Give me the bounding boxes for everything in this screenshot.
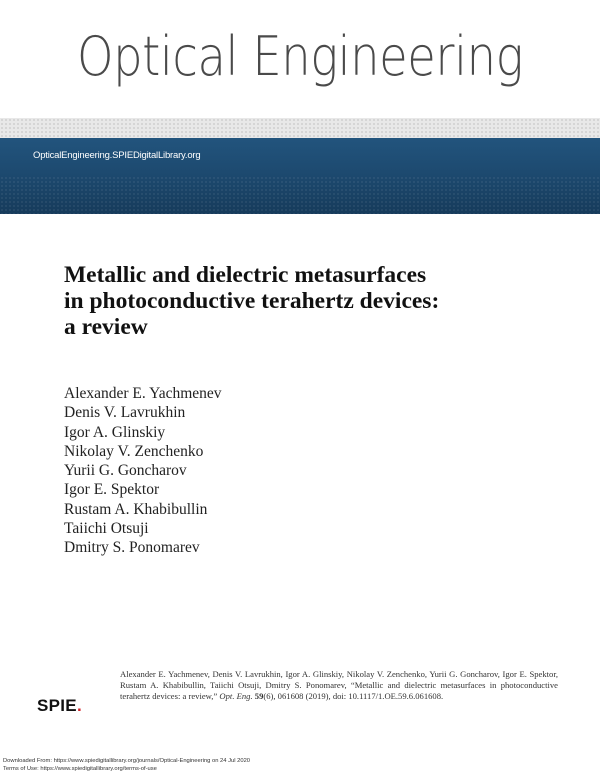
masthead-dot-strip bbox=[0, 118, 600, 138]
title-line: in photoconductive terahertz devices: bbox=[64, 288, 440, 314]
spie-logo-text: SPIE bbox=[37, 696, 77, 715]
journal-masthead bbox=[0, 0, 600, 214]
citation-volume: 59 bbox=[254, 691, 264, 701]
paper-title bbox=[64, 262, 544, 340]
author-name: Nikolay V. Zenchenko bbox=[64, 442, 204, 460]
author-name: Dmitry S. Ponomarev bbox=[64, 539, 200, 557]
author-name: Igor E. Spektor bbox=[64, 481, 160, 499]
author-name: Igor A. Glinskiy bbox=[64, 423, 166, 441]
spie-logo bbox=[37, 696, 82, 716]
author-name: Taiichi Otsuji bbox=[64, 520, 149, 538]
author-name: Yurii G. Goncharov bbox=[64, 462, 187, 480]
spie-logo-dot: . bbox=[76, 696, 82, 715]
author-name: Alexander E. Yachmenev bbox=[64, 385, 222, 402]
journal-url-link[interactable]: OpticalEngineering.SPIEDigitalLibrary.org bbox=[33, 150, 201, 161]
footer-downloaded: Downloaded From: https://www.spiedigitallibrary.org/journals/Optical-Engineering on 24 Jul 2020 bbox=[3, 758, 251, 764]
citation-details: (6), 061608 (2019), doi: 10.1117/1.OE.59.6.061608. bbox=[263, 691, 444, 701]
title-line: Metallic and dielectric metasurfaces bbox=[64, 262, 427, 288]
author-name: Denis V. Lavrukhin bbox=[64, 404, 186, 422]
citation-block bbox=[120, 669, 558, 702]
citation-journal: Opt. Eng. bbox=[219, 691, 253, 701]
citation-text: Alexander E. Yachmenev, Denis V. Lavrukhin, Igor A. Glinskiy, Nikolay V. Zenchenko, Yurii G. Goncharov, Igor E. Spektor, Rustam A. Khabibullin, Taiichi Otsuji, Dmitry S. Ponomarev, “Metallic and dielectric metasurfaces in photoconductive terahertz devices: a review,” bbox=[120, 669, 558, 701]
title-line: a review bbox=[64, 314, 148, 340]
author-list bbox=[64, 384, 222, 558]
download-footer bbox=[3, 758, 250, 773]
author-name: Rustam A. Khabibullin bbox=[64, 500, 208, 518]
footer-terms[interactable]: Terms of Use: https://www.spiedigitallibrary.org/terms-of-use bbox=[3, 765, 157, 772]
masthead-texture bbox=[0, 176, 600, 214]
journal-title: Optical Engineering bbox=[76, 25, 524, 88]
